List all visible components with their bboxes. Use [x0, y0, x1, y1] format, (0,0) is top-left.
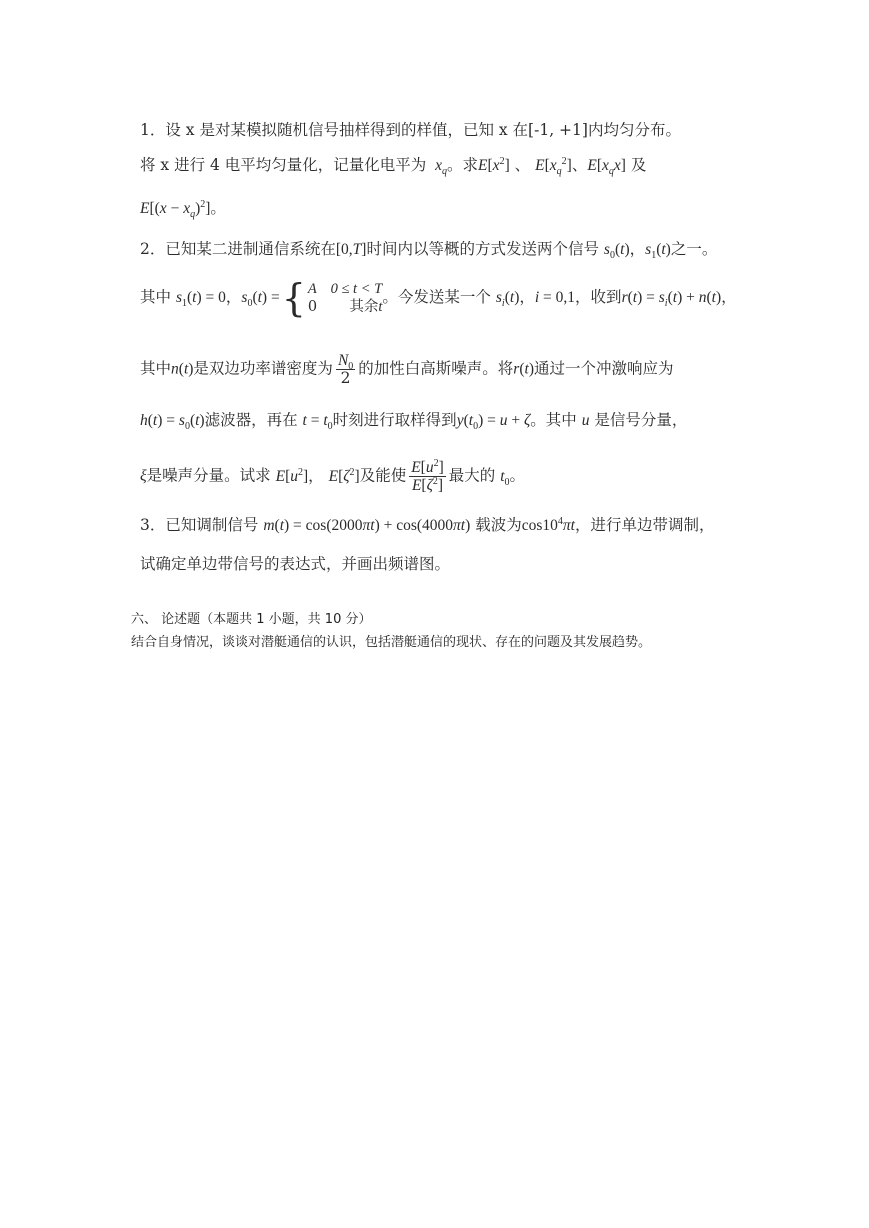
math-E-x2: $E[x^2]$	[478, 155, 510, 174]
q2-line2: 其中 $s_1(t) = 0$，$s_0(t)$ ={ A 0 ≤ t < T 0 其余t。今发送某一个 $s_i(t)$，i = 0,1，收到$r(t) = s_i(t) + n(t)$，	[140, 276, 737, 320]
math-zeta: ξ	[140, 467, 147, 485]
left-brace: {	[281, 276, 306, 320]
math-E-xq2: $E[x_q^2]$	[535, 155, 572, 178]
math-t-eq-t0: $t = t_0$	[302, 412, 333, 433]
math-m-t: m(t) = cos(2000πt) + cos(4000πt)	[263, 517, 471, 534]
math-n: n(t)	[171, 360, 194, 378]
section6-heading: 六、 论述题（本题共 1 小题，共 10 分）	[131, 612, 372, 627]
q1-line2: 将 x 进行 4 电平均匀量化，记量化电平为 $x_q$。求$E[x^2]$ 、 $E[x_q^2]$、$E[x_qx]$ 及	[140, 155, 647, 178]
math-N0-over-2: $\frac{N_0}{2}$	[337, 352, 354, 387]
math-snr-ratio: $\frac{E[u^2]}{E[\zeta^2]}$	[411, 457, 444, 494]
math-E-error: $E[(x - x_q)^2]$	[140, 198, 211, 221]
q3-line2: 试确定单边带信号的表达式，并画出频谱图。	[140, 555, 451, 573]
section6-body: 结合自身情况，谈谈对潜艇通信的认识，包括潜艇通信的现状、存在的问题及其发展趋势。	[131, 635, 652, 650]
math-si: $s_i(t)$，i = 0,1	[495, 289, 576, 310]
math-E-u2: $E[u^2]$，	[275, 466, 324, 485]
math-carrier: $\cos 10^4\pi t$	[521, 515, 575, 534]
math-h: $h(t) = s_0(t)$	[140, 412, 205, 433]
math-s0: $s_0(t)$	[603, 241, 630, 262]
math-s1-def: $s_1(t) = 0$，$s_0(t)$ =	[175, 289, 280, 310]
math-y-t0: $y(t_0) = u + \zeta$	[456, 412, 531, 433]
q2-line5: ξ是噪声分量。试求 $E[u^2]$， $E[\zeta^2]$及能使 $\frac{E[u^2]}{E[\zeta^2]}$ 最大的 $t_0$。	[140, 457, 526, 494]
math-interval: [0,T]	[335, 241, 367, 258]
q2-line3: 其中n(t)是双边功率谱密度为 $\frac{N_0}{2}$ 的加性白高斯噪声。将r(t)通过一个冲激响应为	[140, 352, 674, 387]
math-E-zeta2: $E[\zeta^2]$	[328, 466, 360, 485]
q2-line1: 2．已知某二进制通信系统在[0,T]时间内以等概的方式发送两个信号 $s_0(t)$，$s_1(t)$之一。	[140, 240, 718, 262]
math-u: u	[581, 412, 590, 429]
q1-line3: $E[(x - x_q)^2]$。	[140, 198, 226, 221]
math-s1: $s_1(t)$	[645, 241, 671, 262]
q2-line4: $h(t) = s_0(t)$滤波器，再在 $t = t_0$时刻进行取样得到$y(t_0) = u + \zeta$。其中 u 是信号分量，	[140, 411, 688, 433]
math-received: $r(t) = s_i(t) + n(t)$，	[621, 289, 737, 310]
q1-line1: 1．设 x 是对某模拟随机信号抽样得到的样值，已知 x 在[-1, +1]内均匀分布。	[140, 121, 681, 139]
math-r: r(t)	[513, 360, 534, 378]
math-xq: $x_q$	[431, 157, 448, 178]
q3-line1: 3．已知调制信号 m(t) = cos(2000πt) + cos(4000πt) 载波为$\cos 10^4\pi t$，进行单边带调制，	[140, 515, 715, 534]
math-t0: $t_0$	[500, 467, 510, 488]
math-E-xqx: $E[x_qx]$	[587, 157, 626, 178]
piecewise-cases: A 0 ≤ t < T 0 其余t	[307, 281, 383, 315]
